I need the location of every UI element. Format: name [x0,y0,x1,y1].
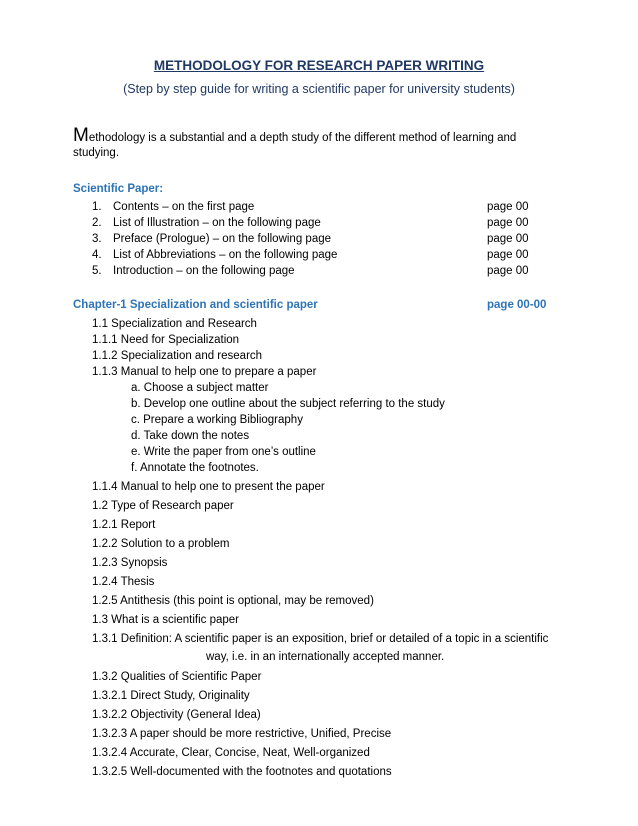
section-line: 1.3.2.3 A paper should be more restrictive, Unified, Precise [92,728,392,740]
step-item: e. Write the paper from one’s outline [131,446,316,458]
list-item: 1. [92,201,102,213]
list-item-text: Preface (Prologue) – on the following page [113,233,332,245]
section-line: 1.2.5 Antithesis (this point is optional, may be removed) [92,595,374,607]
section-line: 1.2.2 Solution to a problem [92,538,230,550]
section-line: 1.3.2 Qualities of Scientific Paper [92,671,262,683]
list-item-page: page 00 [487,201,529,213]
section-line: 1.2 Type of Research paper [92,500,234,512]
section-line: 1.3.2.2 Objectivity (General Idea) [92,709,261,721]
document-subtitle: (Step by step guide for writing a scientific paper for university students) [123,82,515,96]
section-1-1-2: 1.1.2 Specialization and research [92,350,263,362]
document-title: METHODOLOGY FOR RESEARCH PAPER WRITING [153,58,485,73]
list-item: 3. [92,233,102,245]
intro-line-1: Methodology is a substantial and a depth study of the different method of learning and [73,125,517,146]
definition-continuation: way, i.e. in an internationally accepted manner. [206,651,445,663]
list-item-text: List of Illustration – on the following page [113,217,321,229]
section-1-1-3: 1.1.3 Manual to help one to prepare a paper [92,366,317,378]
definition-line: 1.3.1 Definition: A scientific paper is an exposition, brief or detailed of a topic in a scientific [92,633,549,645]
list-item-page: page 00 [487,249,529,261]
list-item-text: Introduction – on the following page [113,265,295,277]
section-line: 1.2.3 Synopsis [92,557,168,569]
section-line: 1.2.4 Thesis [92,576,155,588]
drop-cap: M [73,125,89,146]
list-item: 5. [92,265,102,277]
step-item: c. Prepare a working Bibliography [131,414,303,426]
list-item-page: page 00 [487,265,529,277]
step-item: f. Annotate the footnotes. [131,462,259,474]
section-line: 1.2.1 Report [92,519,156,531]
section-1-1-1: 1.1.1 Need for Specialization [92,334,240,346]
scientific-paper-heading: Scientific Paper: [73,183,164,195]
list-item-text: Contents – on the first page [113,201,255,213]
chapter-1-heading: Chapter-1 Specialization and scientific paper [73,299,318,311]
list-item: 4. [92,249,102,261]
section-line: 1.3.2.1 Direct Study, Originality [92,690,250,702]
intro-line-2: studying. [73,147,120,159]
step-item: a. Choose a subject matter [131,382,269,394]
section-line: 1.3.2.4 Accurate, Clear, Concise, Neat, Well-organized [92,747,370,759]
list-item-page: page 00 [487,233,529,245]
section-line: 1.3.2.5 Well-documented with the footnotes and quotations [92,766,392,778]
section-line: 1.3 What is a scientific paper [92,614,240,626]
step-item: b. Develop one outline about the subject referring to the study [131,398,445,410]
list-item: 2. [92,217,102,229]
section-line: 1.1.4 Manual to help one to present the paper [92,481,325,493]
list-item-text: List of Abbreviations – on the following page [113,249,338,261]
section-1-1: 1.1 Specialization and Research [92,318,257,330]
step-item: d. Take down the notes [131,430,250,442]
list-item-page: page 00 [487,217,529,229]
chapter-1-page: page 00-00 [487,299,547,311]
